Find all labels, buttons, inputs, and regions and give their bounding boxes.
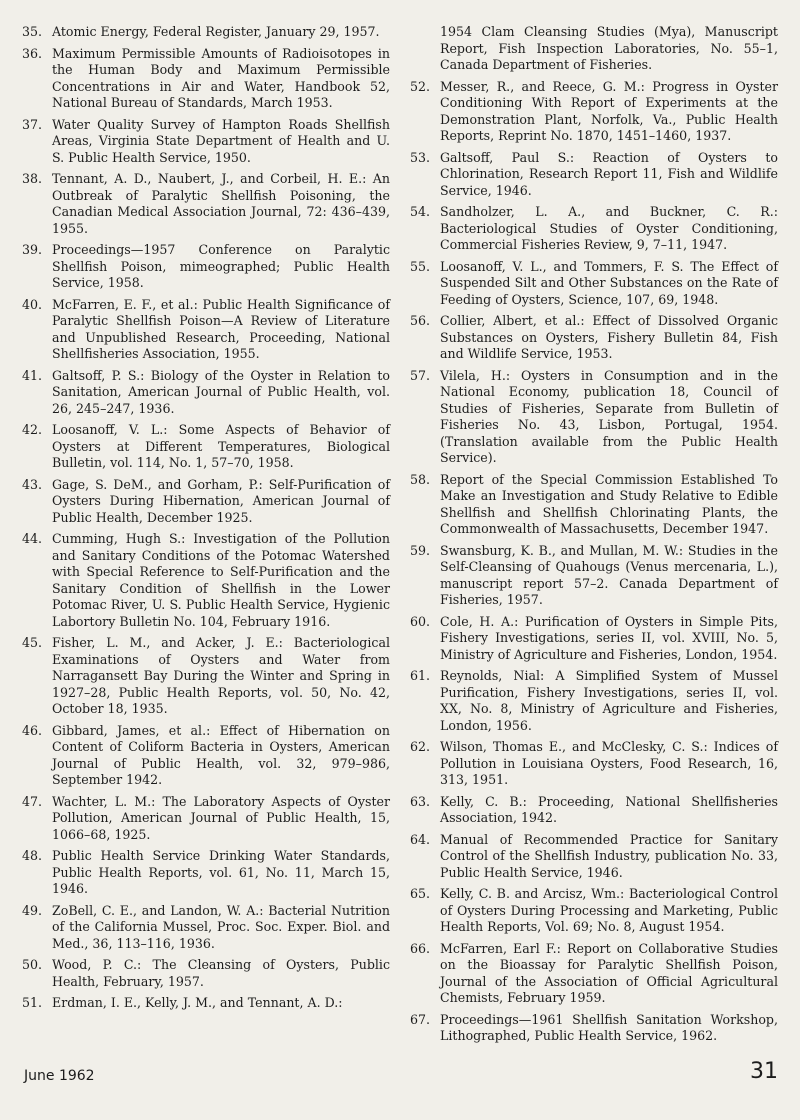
reference-number: 55. <box>410 258 431 274</box>
reference-number: 47. <box>22 793 43 809</box>
reference-text: Atomic Energy, Federal Register, January 29, 1957. <box>52 24 380 39</box>
reference-entry <box>410 832 778 882</box>
right-column <box>410 24 778 1050</box>
page-footer <box>24 1059 778 1084</box>
reference-number: 40. <box>22 296 43 312</box>
reference-entry <box>410 150 778 200</box>
reference-text: Sandholzer, L. A., and Buckner, C. R.: Bacteriological Studies of Oyster Conditioning, Commercial Fisheries Review, 9, 7–11, 1947. <box>440 204 778 252</box>
reference-number: 51. <box>22 995 43 1010</box>
reference-text: Wachter, L. M.: The Laboratory Aspects of Oyster Pollution, American Journal of Public Health, 15, 1066–68, 1925. <box>52 793 390 842</box>
reference-text: 1954 Clam Cleansing Studies (Mya), Manuscript Report, Fish Inspection Laboratories, No. 55–1, Canada Department of Fisheries. <box>440 24 778 72</box>
reference-entry <box>410 739 778 789</box>
reference-text: Kelly, C. B.: Proceeding, National Shellfisheries Association, 1942. <box>440 793 778 825</box>
reference-text: Swansburg, K. B., and Mullan, M. W.: Studies in the Self-Cleansing of Quahougs (Venus mercenaria, L.), manuscript report 57–2. Canada Department of Fisheries, 1957. <box>440 542 778 607</box>
reference-text: Proceedings—1957 Conference on Paralytic Shellfish Poison, mimeographed; Public Health Service, 1958. <box>52 242 390 290</box>
reference-text: Vilela, H.: Oysters in Consumption and in the National Economy, publication 18, Council of Studies of Fisheries, Separate from Bulletin of Fisheries No. 43, Lisbon, Portugal, 1954. (Translation available from the Public Health Service). <box>440 367 778 465</box>
reference-text: Collier, Albert, et al.: Effect of Dissolved Organic Substances on Oysters, Fishery Bulletin 84, Fish and Wildlife Service, 1953. <box>440 313 778 361</box>
reference-number: 36. <box>22 45 43 61</box>
reference-number: 38. <box>22 171 43 186</box>
reference-number: 41. <box>22 367 43 383</box>
reference-entry <box>410 794 778 827</box>
reference-entry <box>410 886 778 936</box>
reference-number: 45. <box>22 635 43 650</box>
reference-number: 39. <box>22 242 43 257</box>
reference-entry <box>22 723 390 789</box>
footer-date: June 1962 <box>24 1068 95 1084</box>
reference-number: 42. <box>22 422 43 437</box>
reference-entry <box>410 941 778 1007</box>
reference-entry <box>22 957 390 990</box>
reference-text: Maximum Permissible Amounts of Radioisotopes in the Human Body and Maximum Permissible Concentrations in Air and Water, Handbook 52, National Bureau of Standards, March 1953. <box>52 45 390 110</box>
reference-text: Loosanoff, V. L., and Tommers, F. S. The Effect of Suspended Silt and Other Substances on the Rate of Feeding of Oysters, Science, 107, 69, 1948. <box>440 258 778 307</box>
reference-entry <box>410 668 778 734</box>
reference-text: Wilson, Thomas E., and McClesky, C. S.: Indices of Pollution in Louisiana Oysters, Food Research, 16, 313, 1951. <box>440 739 778 787</box>
reference-text: Cumming, Hugh S.: Investigation of the Pollution and Sanitary Conditions of the Potomac Watershed with Special Reference to Self-Purification and the Sanitary Condition of Shellfish in the Lower Potomac River, U. S. Public Health Service, Hygienic Labortory Bulletin No. 104, February 1916. <box>52 531 390 629</box>
reference-number: 49. <box>22 902 43 918</box>
reference-text: Report of the Special Commission Established To Make an Investigation and Study Relative to Edible Shellfish and Shellfish Chlorinating Plants, the Commonwealth of Massachusetts, December 1947. <box>440 471 778 536</box>
reference-entry <box>22 903 390 953</box>
reference-text: Galtsoff, Paul S.: Reaction of Oysters to Chlorination, Research Report 11, Fish and Wildlife Service, 1946. <box>440 149 778 198</box>
reference-number: 46. <box>22 722 43 738</box>
reference-number: 44. <box>22 531 43 546</box>
reference-text: Gibbard, James, et al.: Effect of Hibernation on Content of Coliform Bacteria in Oysters, American Journal of Public Health, vol. 32, 979–986, September 1942. <box>52 722 390 787</box>
reference-text: Water Quality Survey of Hampton Roads Shellfish Areas, Virginia State Department of Health and U. S. Public Health Service, 1950. <box>52 116 390 165</box>
reference-entry <box>22 368 390 418</box>
reference-entry <box>22 117 390 167</box>
reference-number: 56. <box>410 313 431 328</box>
page-number: 31 <box>750 1059 778 1084</box>
reference-number: 35. <box>22 24 43 39</box>
reference-number: 43. <box>22 476 43 492</box>
reference-number: 50. <box>22 957 43 972</box>
reference-text: Loosanoff, V. L.: Some Aspects of Behavior of Oysters at Different Temperatures, Biological Bulletin, vol. 114, No. 1, 57–70, 1958. <box>52 422 390 470</box>
reference-entry <box>22 995 390 1012</box>
reference-entry <box>22 24 390 41</box>
reference-entry <box>22 46 390 112</box>
reference-text: McFarren, Earl F.: Report on Collaborative Studies on the Bioassay for Paralytic Shellfish Poison, Journal of the Association of Official Agricultural Chemists, February 1959. <box>440 940 778 1005</box>
reference-text: Wood, P. C.: The Cleansing of Oysters, Public Health, February, 1957. <box>52 957 390 989</box>
reference-text: Erdman, I. E., Kelly, J. M., and Tennant, A. D.: <box>52 995 343 1010</box>
reference-text: Fisher, L. M., and Acker, J. E.: Bacteriological Examinations of Oysters and Water from Narragansett Bay During the Winter and Spring in 1927–28, Public Health Reports, vol. 50, No. 42, October 18, 1935. <box>52 635 390 716</box>
reference-text: ZoBell, C. E., and Landon, W. A.: Bacterial Nutrition of the California Mussel, Proc. Soc. Exper. Biol. and Med., 36, 113–116, 1936. <box>52 902 390 951</box>
reference-text: Reynolds, Nial: A Simplified System of Mussel Purification, Fishery Investigations, series II, vol. XX, No. 8, Ministry of Agriculture and Fisheries, London, 1956. <box>440 668 778 733</box>
reference-text: Kelly, C. B. and Arcisz, Wm.: Bacteriological Control of Oysters During Processing and Marketing, Public Health Reports, Vol. 69; No. 8, August 1954. <box>440 886 778 934</box>
reference-number: 59. <box>410 542 431 558</box>
reference-entry <box>22 422 390 472</box>
reference-text: Proceedings—1961 Shellfish Sanitation Workshop, Lithographed, Public Health Service, 1962. <box>440 1011 778 1043</box>
reference-entry <box>22 242 390 292</box>
reference-entry <box>22 297 390 363</box>
reference-text: Cole, H. A.: Purification of Oysters in Simple Pits, Fishery Investigations, series II, vol. XVIII, No. 5, Ministry of Agriculture and Fisheries, London, 1954. <box>440 613 778 662</box>
reference-entry <box>22 477 390 527</box>
reference-number: 54. <box>410 204 431 219</box>
reference-number: 53. <box>410 149 431 165</box>
reference-text: Galtsoff, P. S.: Biology of the Oyster in Relation to Sanitation, American Journal of Public Health, vol. 26, 245–247, 1936. <box>52 367 390 416</box>
reference-text: Manual of Recommended Practice for Sanitary Control of the Shellfish Industry, publication No. 33, Public Health Service, 1946. <box>440 831 778 880</box>
reference-entry <box>410 614 778 664</box>
reference-entry <box>410 79 778 145</box>
reference-entry <box>22 171 390 237</box>
reference-entry <box>22 848 390 898</box>
reference-text: Gage, S. DeM., and Gorham, P.: Self-Purification of Oysters During Hibernation, American Journal of Public Health, December 1925. <box>52 476 390 525</box>
reference-entry <box>410 472 778 538</box>
reference-number: 66. <box>410 940 431 956</box>
reference-number: 67. <box>410 1011 431 1027</box>
reference-text: McFarren, E. F., et al.: Public Health Significance of Paralytic Shellfish Poison—A Review of Literature and Unpublished Research, Proceeding, National Shellfisheries Association, 1955. <box>52 296 390 361</box>
reference-number: 62. <box>410 739 431 754</box>
reference-number: 63. <box>410 793 431 809</box>
reference-number: 57. <box>410 367 431 383</box>
reference-number: 64. <box>410 831 431 847</box>
reference-entry <box>410 259 778 309</box>
reference-entry <box>410 204 778 254</box>
reference-number: 65. <box>410 886 431 901</box>
reference-entry <box>410 1012 778 1045</box>
reference-number: 61. <box>410 668 431 683</box>
reference-number: 60. <box>410 613 431 629</box>
reference-entry <box>410 24 778 74</box>
reference-entry <box>410 543 778 609</box>
reference-text: Public Health Service Drinking Water Standards, Public Health Reports, vol. 61, No. 11, March 15, 1946. <box>52 848 390 896</box>
reference-entry <box>410 313 778 363</box>
reference-text: Messer, R., and Reece, G. M.: Progress in Oyster Conditioning With Report of Experiments at the Demonstration Plant, Norfolk, Va., Public Health Reports, Reprint No. 1870, 1451–1460, 1937. <box>440 78 778 143</box>
reference-number: 48. <box>22 848 43 863</box>
reference-number: 58. <box>410 471 431 487</box>
reference-entry <box>22 794 390 844</box>
reference-text: Tennant, A. D., Naubert, J., and Corbeil, H. E.: An Outbreak of Paralytic Shellfish Poisoning, the Canadian Medical Association Journal, 72: 436–439, 1955. <box>52 171 390 236</box>
reference-entry <box>410 368 778 467</box>
reference-columns <box>22 24 778 1050</box>
reference-number: 52. <box>410 78 431 94</box>
reference-entry <box>22 635 390 718</box>
reference-number: 37. <box>22 116 43 132</box>
left-column <box>22 24 390 1050</box>
reference-entry <box>22 531 390 630</box>
